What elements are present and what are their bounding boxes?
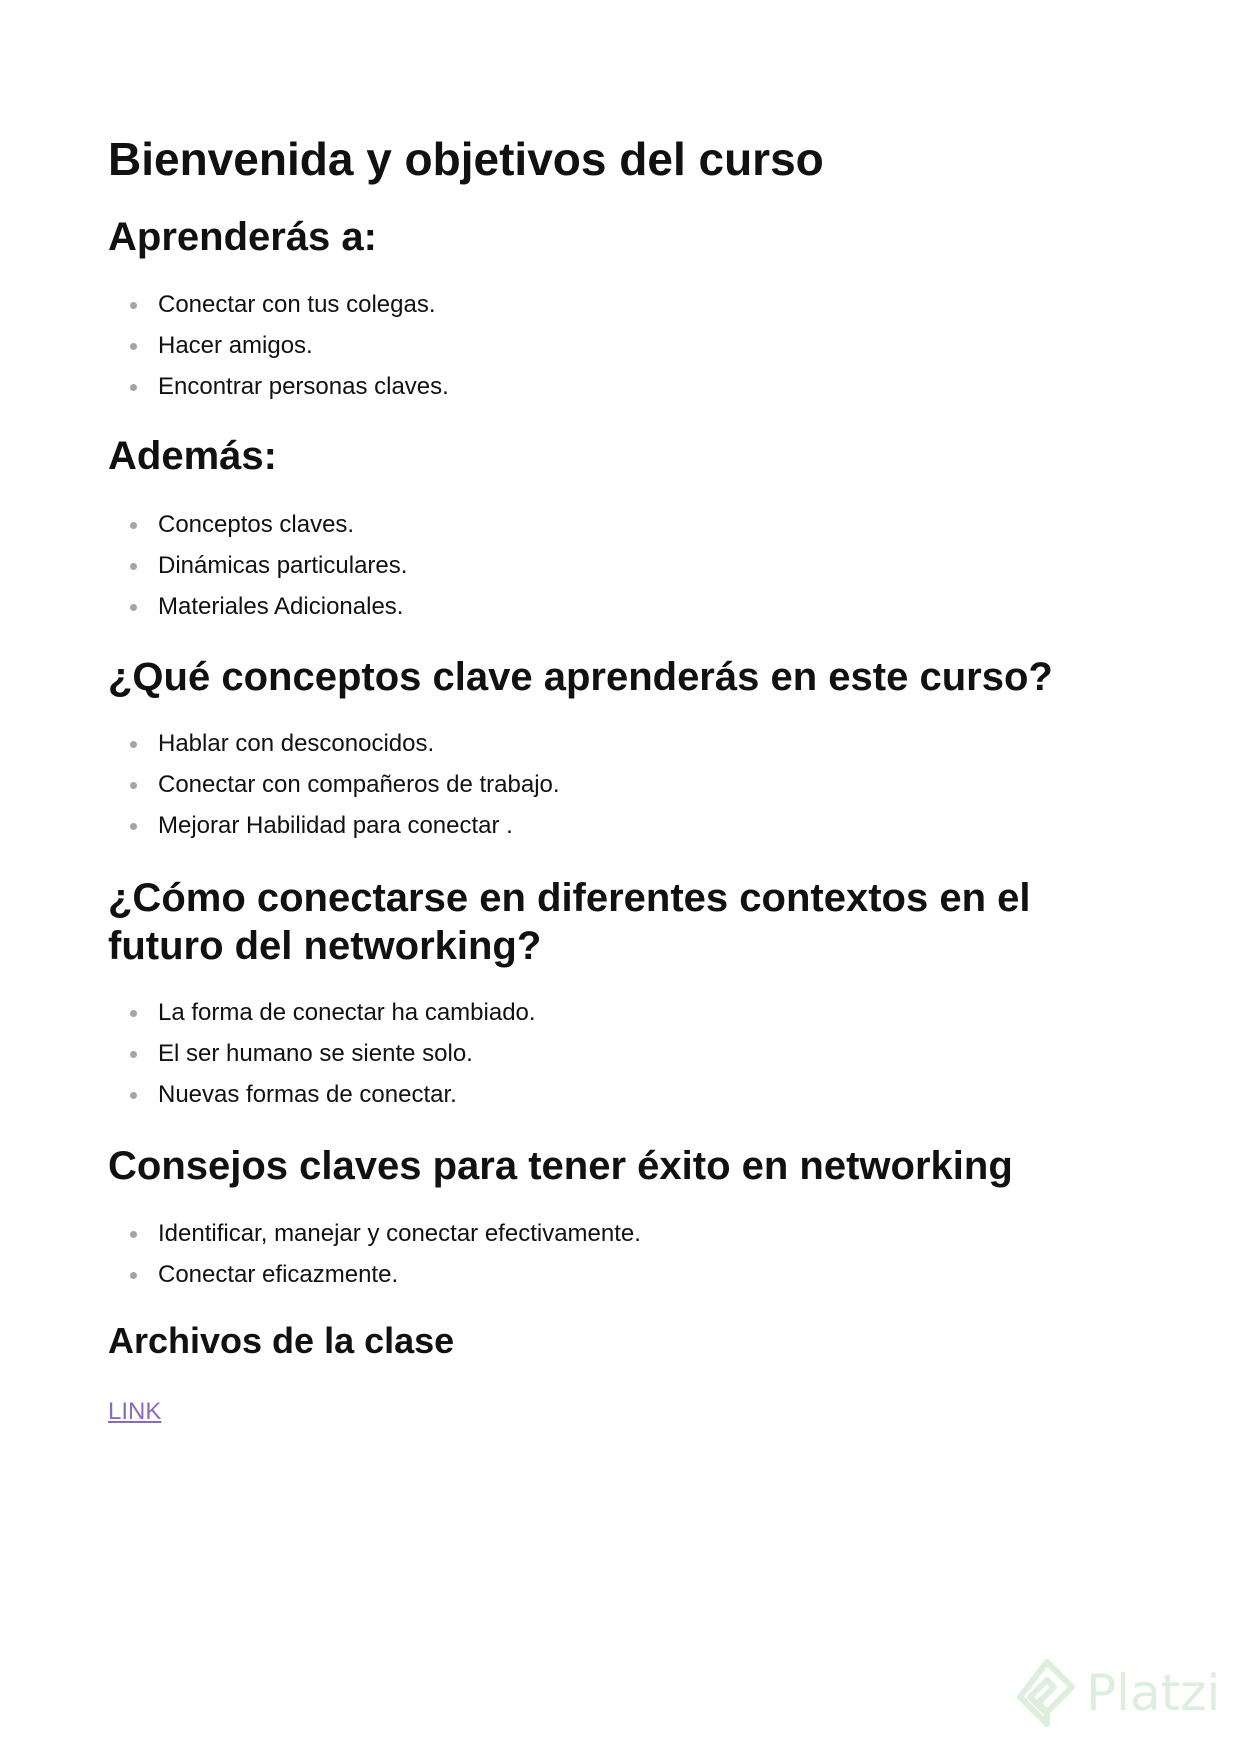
list-item: Conectar con tus colegas.	[108, 291, 449, 332]
section-heading-consejos: Consejos claves para tener éxito en networking	[108, 1144, 1013, 1188]
list-conceptos-clave	[108, 730, 560, 853]
list-ademas	[108, 511, 407, 634]
bullet-icon	[130, 1051, 137, 1058]
list-item: Materiales Adicionales.	[108, 593, 407, 634]
section-heading-line: ¿Cómo conectarse en diferentes contextos en el	[108, 876, 1031, 920]
list-item: Identificar, manejar y conectar efectivamente.	[108, 1220, 641, 1261]
list-aprenderas	[108, 291, 449, 414]
bullet-icon	[130, 302, 137, 309]
list-item: Conectar con compañeros de trabajo.	[108, 771, 560, 812]
bullet-icon	[130, 343, 137, 350]
bullet-icon	[130, 384, 137, 391]
list-item: Conceptos claves.	[108, 511, 407, 552]
bullet-icon	[130, 823, 137, 830]
platzi-watermark	[1016, 1658, 1220, 1728]
bullet-icon	[130, 563, 137, 570]
bullet-icon	[130, 1272, 137, 1279]
bullet-icon	[130, 604, 137, 611]
list-item: El ser humano se siente solo.	[108, 1040, 536, 1081]
bullet-icon	[130, 741, 137, 748]
bullet-icon	[130, 782, 137, 789]
section-heading-line: futuro del networking?	[108, 924, 542, 968]
list-item: Encontrar personas claves.	[108, 373, 449, 414]
list-item: Conectar eficazmente.	[108, 1261, 641, 1302]
list-consejos	[108, 1220, 641, 1302]
list-item: Hablar con desconocidos.	[108, 730, 560, 771]
bullet-icon	[130, 1231, 137, 1238]
list-item: La forma de conectar ha cambiado.	[108, 999, 536, 1040]
bullet-icon	[130, 1010, 137, 1017]
list-como-conectarse	[108, 999, 536, 1122]
list-item: Mejorar Habilidad para conectar .	[108, 812, 560, 853]
section-heading-como-conectarse	[108, 874, 1030, 970]
list-item: Dinámicas particulares.	[108, 552, 407, 593]
section-heading-conceptos-clave: ¿Qué conceptos clave aprenderás en este curso?	[108, 655, 1053, 699]
platzi-logo-icon	[1016, 1658, 1078, 1728]
page-title: Bienvenida y objetivos del curso	[108, 133, 824, 185]
bullet-icon	[130, 522, 137, 529]
bullet-icon	[130, 1092, 137, 1099]
section-heading-archivos: Archivos de la clase	[108, 1320, 455, 1361]
platzi-brand-text: Platzi	[1086, 1664, 1221, 1722]
list-item: Nuevas formas de conectar.	[108, 1081, 536, 1122]
list-item: Hacer amigos.	[108, 332, 449, 373]
class-files-link[interactable]: LINK	[108, 1398, 162, 1425]
section-heading-ademas: Además:	[108, 434, 277, 478]
section-heading-aprenderas: Aprenderás a:	[108, 215, 377, 259]
